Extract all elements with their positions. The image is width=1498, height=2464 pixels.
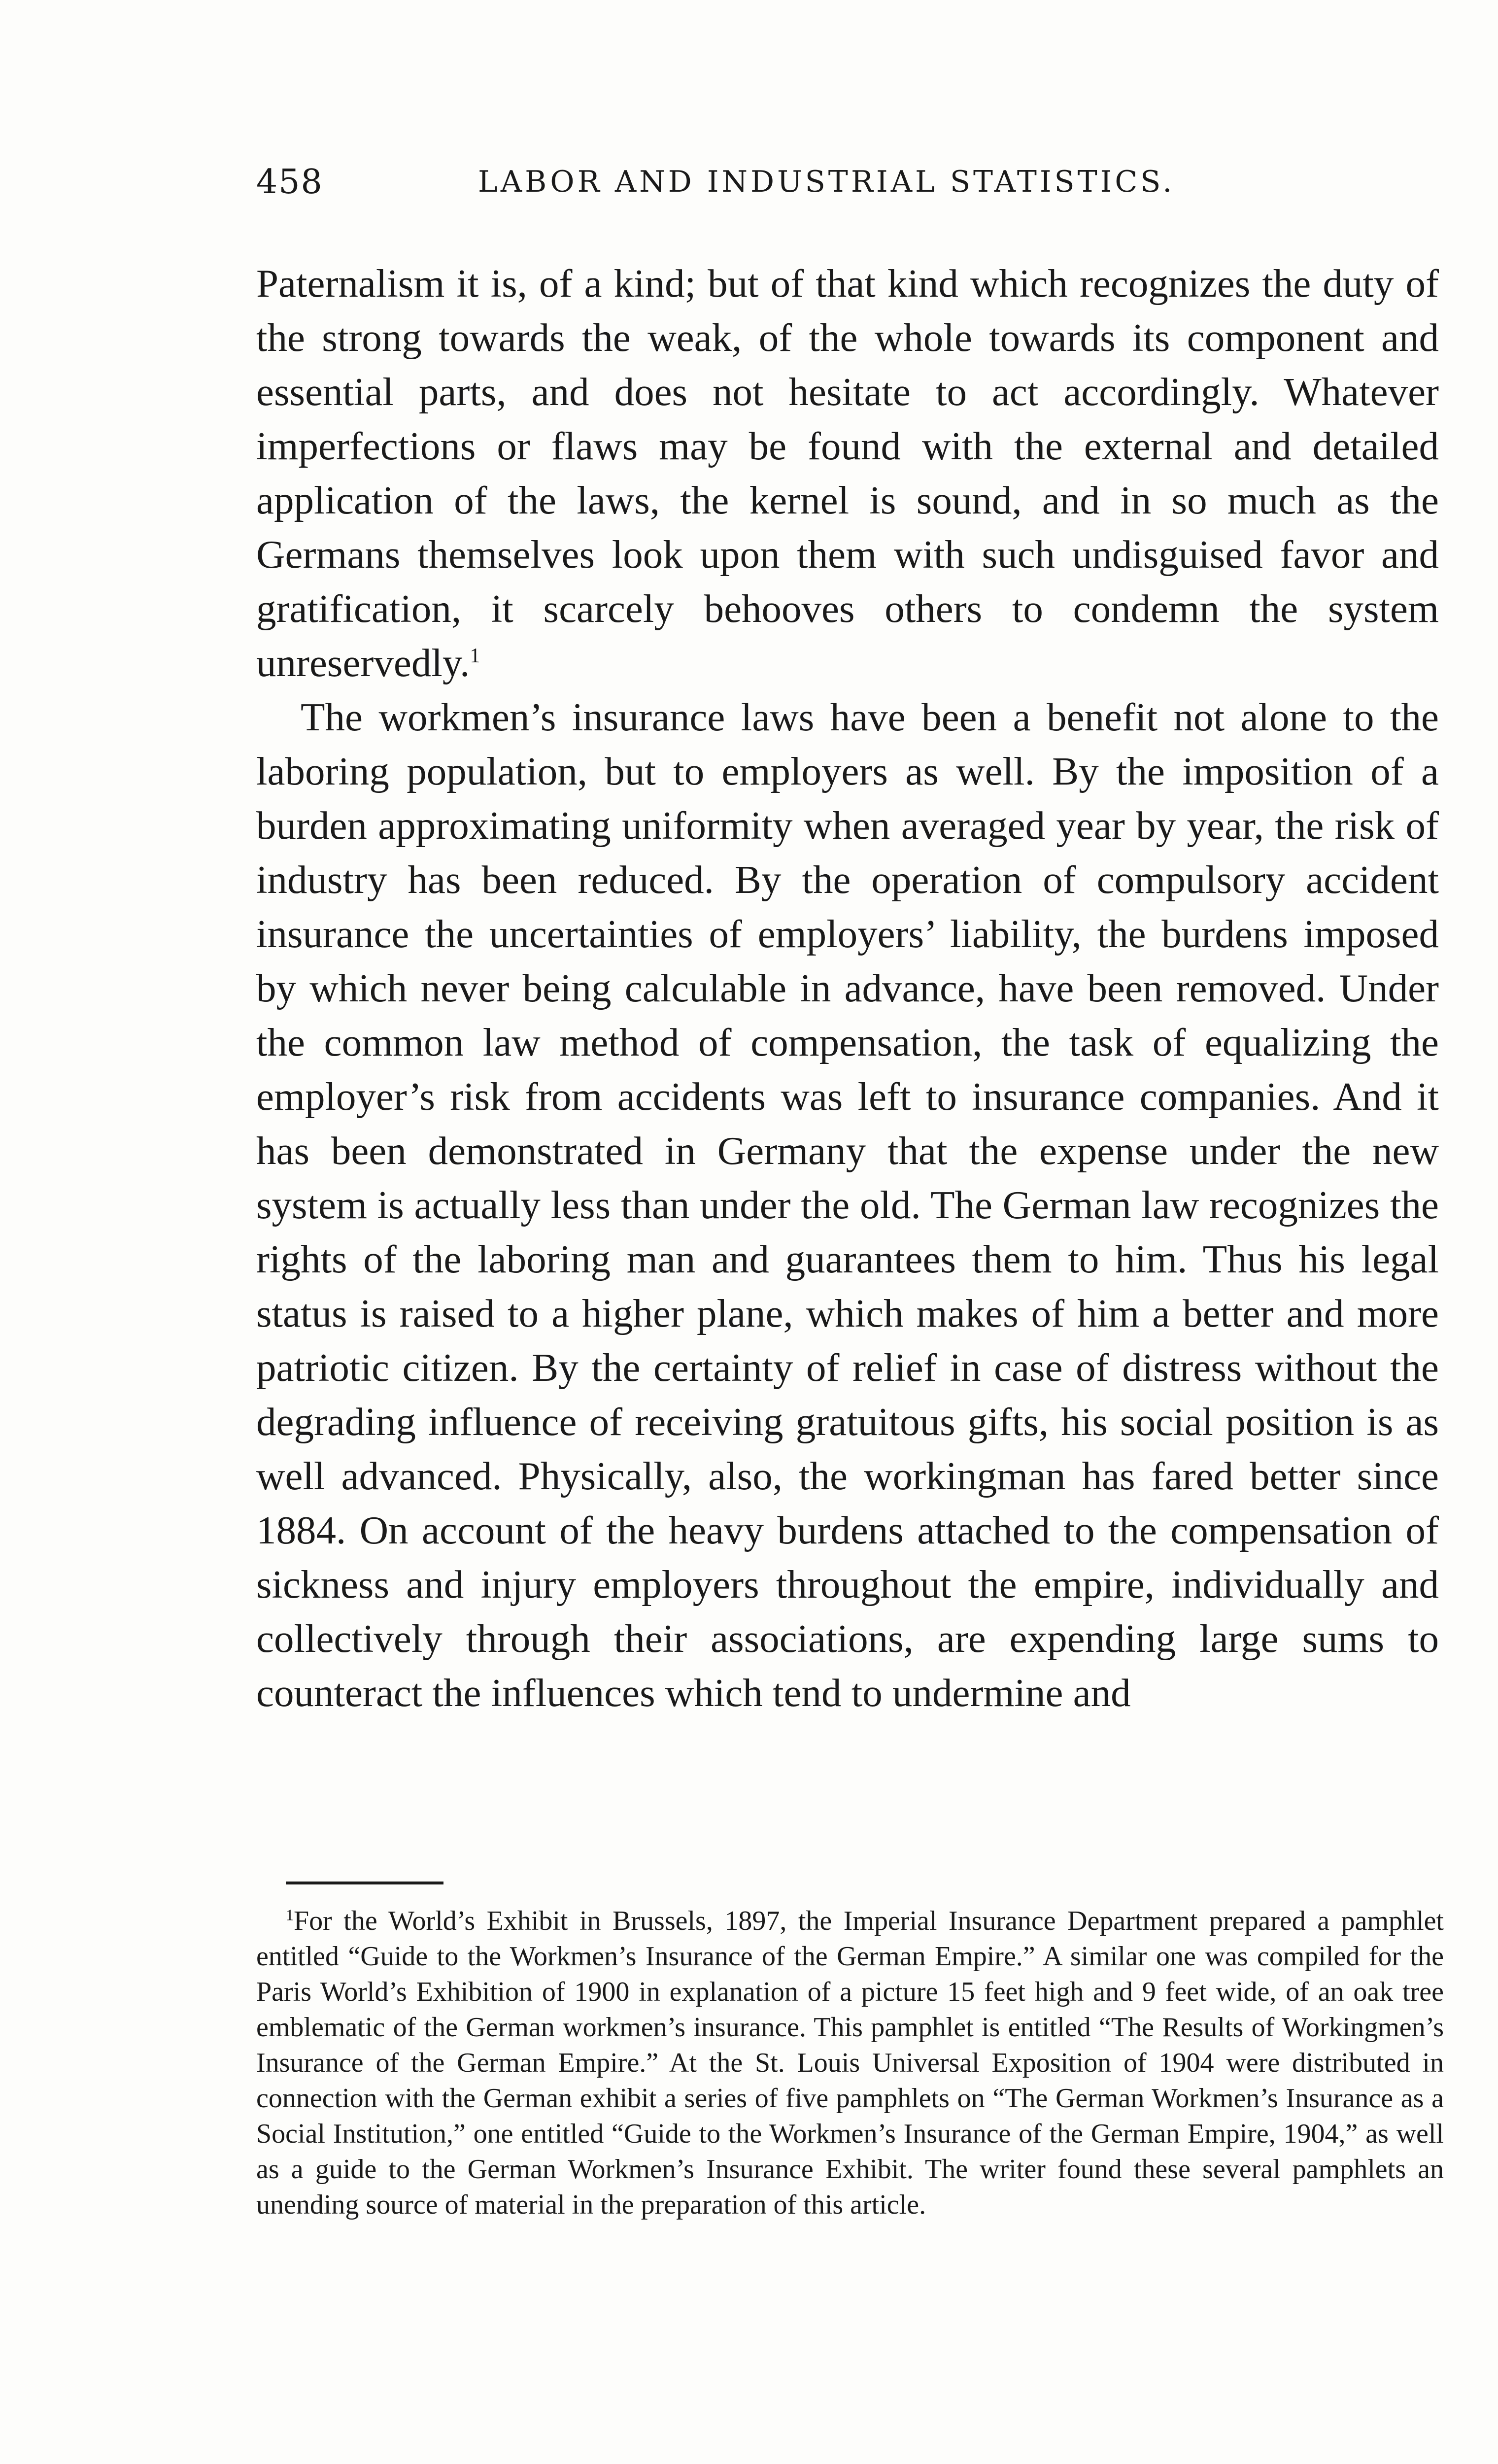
paragraph-1 <box>256 256 1439 690</box>
running-head: LABOR AND INDUSTRIAL STATISTICS. <box>478 165 1175 199</box>
page-number: 458 <box>256 163 323 202</box>
footnote-marker: 1 <box>286 1906 294 1924</box>
page-header <box>256 163 1459 207</box>
footnote-divider <box>286 1882 443 1884</box>
footnote <box>256 1903 1444 2223</box>
footnote-text: For the World’s Exhibit in Brussels, 1897, the Imperial Insurance Department prepared a pamphlet entitled “Guide to the Workmen’s Insurance of the German Empire.” A similar one was compiled for the Paris World’s Exhibition of 1900 in explanation of a picture 15 feet high and 9 feet wide, of an oak tree emblematic of the German workmen’s insurance. This pamphlet is entitled “The Results of Workingmen’s Insurance of the German Empire.” At the St. Louis Universal Exposition of 1904 were distributed in connection with the German exhibit a series of five pamphlets on “The German Workmen’s Insurance as a Social Institution,” one entitled “Guide to the Workmen’s Insurance of the German Empire, 1904,” as well as a guide to the German Workmen’s Insurance Exhibit. The writer found these several pamphlets an unending source of material in the preparation of this article. <box>256 1906 1444 2220</box>
paragraph-1-text: Paternalism it is, of a kind; but of that kind which recognizes the duty of the strong towards the weak, of the whole towards its component and essential parts, and does not hesitate to act accordingly. Whatever imperfections or flaws may be found with the external and detailed application of the laws, the kernel is sound, and in so much as the Germans themselves look upon them with such undisguised favor and gratification, it scarcely behooves others to condemn the system unreservedly. <box>256 261 1439 685</box>
body-text <box>256 256 1439 1720</box>
paragraph-2: The workmen’s insurance laws have been a benefit not alone to the laboring population, but to employers as well. By the imposition of a burden approximating uniformity when averaged year by year, the risk of industry has been reduced. By the operation of compulsory accident insurance the uncertainties of employers’ liability, the burdens imposed by which never being calculable in advance, have been removed. Under the common law method of compensation, the task of equalizing the employer’s risk from accidents was left to insurance companies. And it has been demonstrated in Germany that the expense under the new system is actually less than under the old. The German law recognizes the rights of the laboring man and guarantees them to him. Thus his legal status is raised to a higher plane, which makes of him a better and more patriotic citizen. By the certainty of relief in case of distress without the degrading influence of receiving gratuitous gifts, his social position is as well advanced. Physically, also, the workingman has fared better since 1884. On account of the heavy burdens attached to the compensation of sickness and injury employers throughout the empire, individually and collectively through their associations, are expending large sums to counteract the influences which tend to undermine and <box>256 695 1439 1715</box>
footnote-reference: 1 <box>470 645 480 667</box>
